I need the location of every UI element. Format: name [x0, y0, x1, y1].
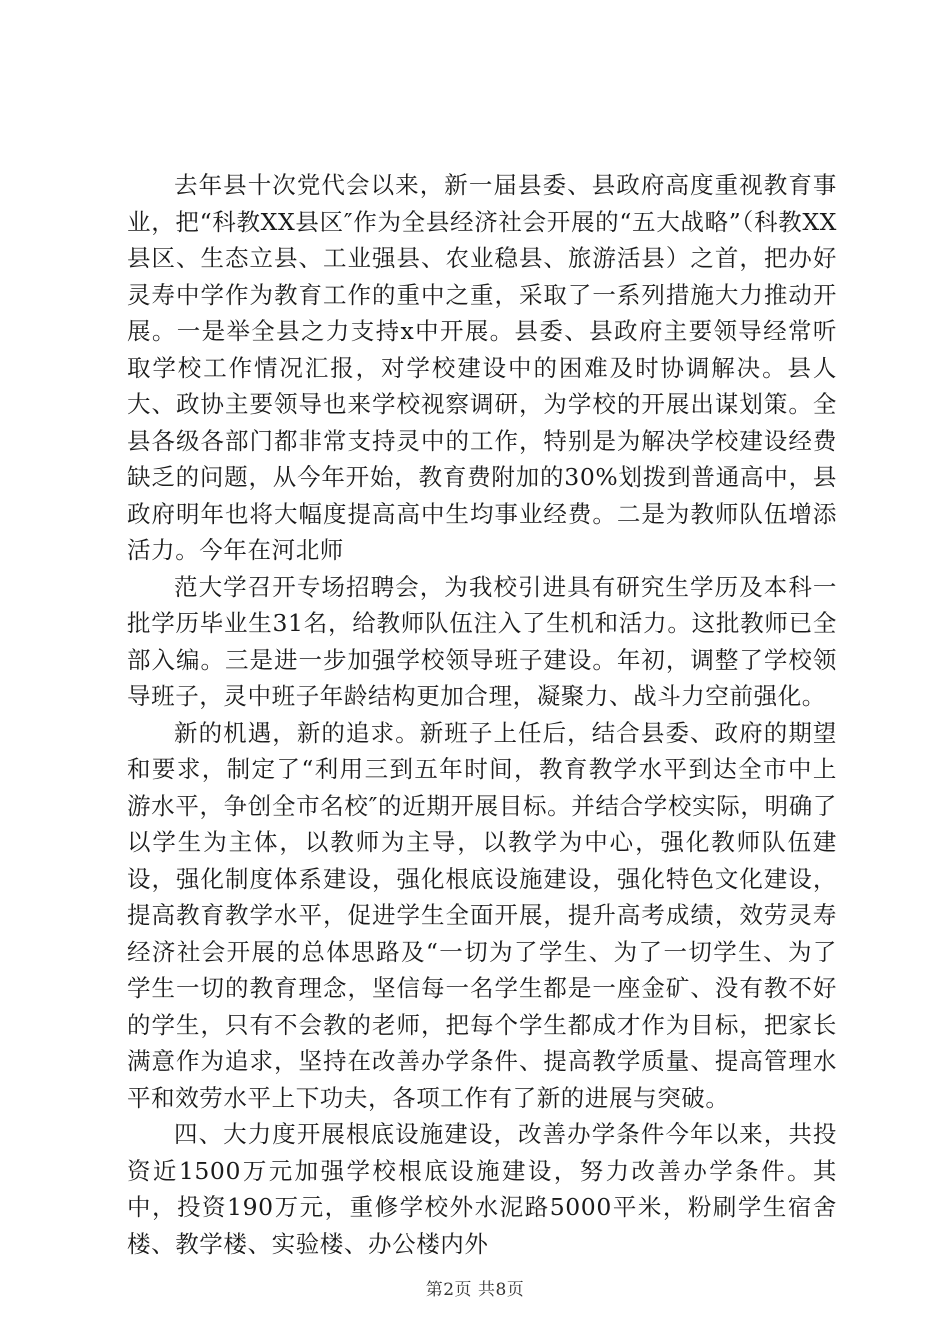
document-body — [127, 167, 837, 1262]
paragraph-1: 去年县十次党代会以来，新一届县委、县政府高度重视教育事业，把“科教XX县区″作为全县经济社会开展的“五大战略”（科教XX县区、生态立县、工业强县、农业稳县、旅游活县）之首，把办好灵寿中学作为教育工作的重中之重，采取了一系列措施大力推动开展。一是举全县之力支持x中开展。县委、县政府主要领导经常听取学校工作情况汇报，对学校建设中的困难及时协调解决。县人大、政协主要领导也来学校视察调研，为学校的开展出谋划策。全县各级各部门都非常支持灵中的工作，特别是为解决学校建设经费缺乏的问题，从今年开始，教育费附加的30%划拨到普通高中，县政府明年也将大幅度提高高中生均事业经费。二是为教师队伍增添活力。今年在河北师 — [127, 171, 837, 564]
paragraph-3: 新的机遇，新的追求。新班子上任后，结合县委、政府的期望和要求，制定了“利用三到五年时间，教育教学水平到达全市中上游水平，争创全市名校″的近期开展目标。并结合学校实际，明确了以学生为主体，以教师为主导，以教学为中心，强化教师队伍建设，强化制度体系建设，强化根底设施建设，强化特色文化建设，提高教育教学水平，促进学生全面开展，提升高考成绩，效劳灵寿经济社会开展的总体思路及“一切为了学生、为了一切学生、为了学生一切的教育理念，坚信每一名学生都是一座金矿、没有教不好的学生，只有不会教的老师，把每个学生都成才作为目标，把家长满意作为追求，坚持在改善办学条件、提高教学质量、提高管理水平和效劳水平上下功夫，各项工作有了新的进展与突破。 — [127, 718, 837, 1112]
paragraph-2: 范大学召开专场招聘会，为我校引进具有研究生学历及本科一批学历毕业生31名，给教师队伍注入了生机和活力。这批教师已全部入编。三是进一步加强学校领导班子建设。年初，调整了学校领导班子，灵中班子年龄结构更加合理，凝聚力、战斗力空前强化。 — [127, 572, 837, 710]
page-number-footer: 第2页 共8页 — [425, 1280, 525, 1300]
paragraph-4: 四、大力度开展根底设施建设，改善办学条件今年以来，共投资近1500万元加强学校根底设施建设，努力改善办学条件。其中，投资190万元，重修学校外水泥路5000平米，粉刷学生宿舍楼、教学楼、实验楼、办公楼内外 — [127, 1120, 837, 1258]
